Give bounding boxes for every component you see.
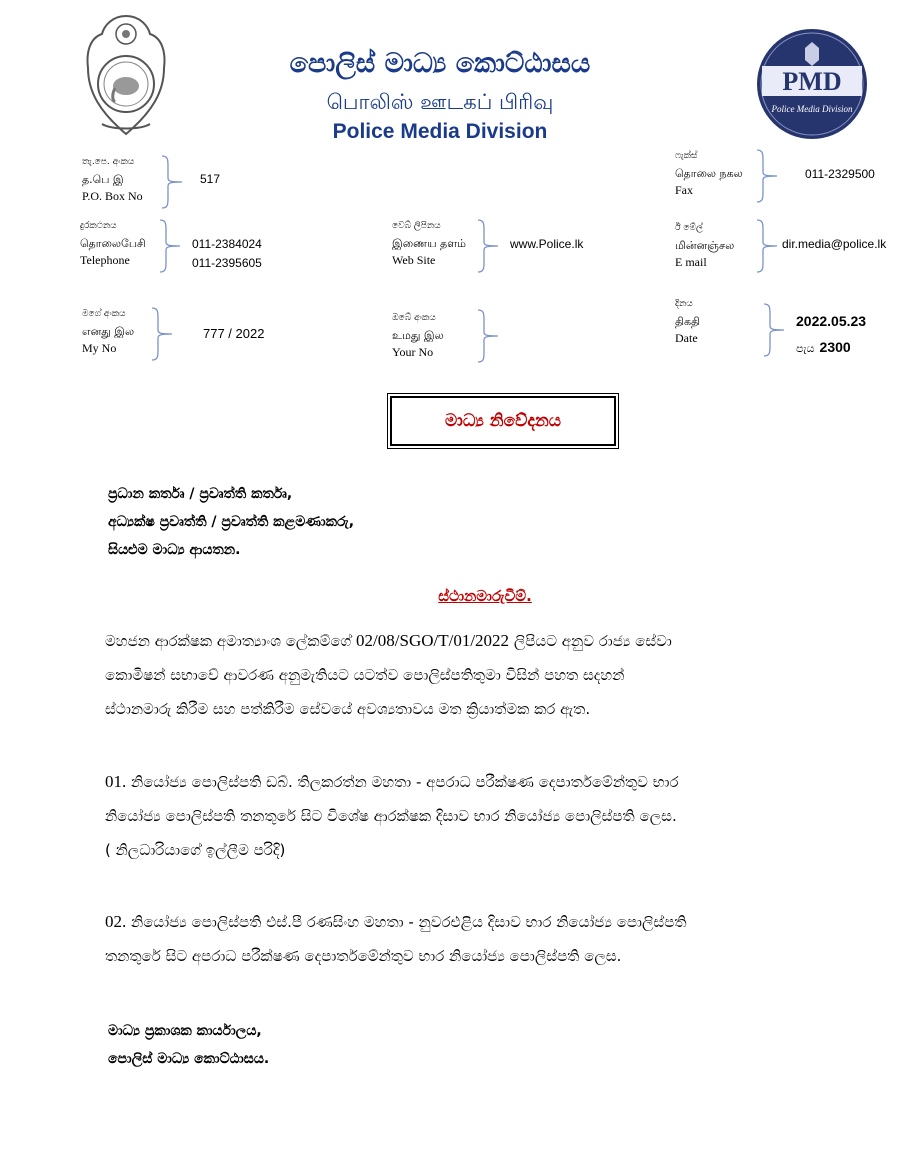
item-02 <box>105 905 877 973</box>
intro-line-1 <box>105 624 877 658</box>
telephone-label <box>80 218 146 269</box>
date-label <box>675 296 700 347</box>
fax-label-si: ෆැක්ස් <box>675 151 698 161</box>
telephone-label-en: Telephone <box>80 253 130 267</box>
item-01-number: 01. <box>105 772 127 791</box>
item-02-line-2: තනතුරේ සිට අපරාධ පරීක්ෂණ දෙපාර්තමේන්තුව භාර නියෝජ්‍ය පොලිස්පති ලෙස. <box>105 947 622 965</box>
time-value: 2300 <box>819 339 851 355</box>
time-block <box>796 337 851 356</box>
date-label-ta: திகதி <box>675 315 701 328</box>
addressee-line-2: අධ්‍යක්ෂ ප්‍රවෘත්ති / ප්‍රවෘත්ති කළමණාකරු, <box>108 514 355 530</box>
email-label-si: ඊ මේල් <box>675 223 703 233</box>
police-emblem-icon <box>82 12 170 138</box>
addressee-line-3: සියළුම මාධ්‍ය ආයතන. <box>108 542 241 558</box>
addressee-line-1: ප්‍රධාන කර්තෘ / ප්‍රවෘත්ති කර්තෘ, <box>108 486 293 502</box>
intro-line-1-b: ලිපියට අනුව රාජ්‍ය සේවා <box>509 632 672 650</box>
pmd-logo-subtext: Police Media Division <box>771 104 853 114</box>
fax-label-ta: தொலை நகல <box>675 167 743 180</box>
title-sinhala: පොලිස් මාධ්‍ය කොට්ඨාසය <box>289 48 591 79</box>
telephone-value-1: 011-2384024 <box>192 237 262 251</box>
time-label: පැය <box>796 342 815 355</box>
website-label-en: Web Site <box>392 253 436 267</box>
pmd-logo <box>756 28 868 140</box>
my-no-label-si: මගේ අංකය <box>82 309 126 319</box>
your-no-label-ta: உமது இல <box>392 329 444 342</box>
date-label-en: Date <box>675 331 698 345</box>
date-brace <box>762 302 788 358</box>
website-brace <box>476 218 502 274</box>
item-01-line-2: නියෝජ්‍ය පොලිස්පති තනතුරේ සිට විශේෂ ආරක්ෂක දිසාව භාර නියෝජ්‍ය පොලිස්පති ලෙස. <box>105 807 677 825</box>
date-value: 2022.05.23 <box>796 313 867 329</box>
item-01-line-1 <box>105 765 877 799</box>
website-value[interactable]: www.Police.lk <box>510 237 584 251</box>
intro-paragraph <box>105 624 877 726</box>
website-label-si: වෙබ් ලිපිනය <box>392 221 441 231</box>
your-no-label-en: Your No <box>392 345 434 359</box>
intro-reference: 02/08/SGO/T/01/2022 <box>356 631 510 650</box>
po-box-label-en: P.O. Box No <box>82 189 143 203</box>
intro-line-1-a: මහජන ආරක්ෂක අමාත්‍යාංශ ලේකම්ගේ <box>105 632 357 650</box>
po-box-brace <box>160 154 186 210</box>
my-no-label-ta: எனது இல <box>82 325 135 338</box>
telephone-label-si: දුරකථනය <box>80 221 117 231</box>
my-no-label <box>82 306 134 357</box>
date-label-si: දිනය <box>675 299 693 309</box>
email-value[interactable]: dir.media@police.lk <box>782 237 887 251</box>
item-02-text-1: නියෝජ්‍ය පොලිස්පති එස්.පී රණසිංහ මහතා - නුවරඑළිය දිසාව භාර නියෝජ්‍ය පොලිස්පති <box>126 913 687 931</box>
po-box-label-si: තැ.පෙ. අංකය <box>82 157 135 167</box>
item-02-line-1 <box>105 905 877 939</box>
fax-label <box>675 148 743 199</box>
pmd-logo-text: PMD <box>782 67 842 96</box>
telephone-label-ta: தொலைபேசி <box>80 237 146 250</box>
item-01-text-1: නියෝජ්‍ය පොලිස්පති ඩබ්. තිලකරත්න මහතා - අපරාධ පරීක්ෂණ දෙපාර්තමේන්තුව භාර <box>126 773 679 791</box>
subject-heading: ස්ථානමාරුවීම්. <box>438 587 532 605</box>
email-label-ta: மின்னஞ்சல <box>675 239 735 252</box>
your-no-label <box>392 310 444 361</box>
email-label-en: E mail <box>675 255 707 269</box>
my-no-brace <box>150 306 176 362</box>
website-label <box>392 218 466 269</box>
signature-block <box>108 1017 269 1073</box>
telephone-brace <box>158 218 184 274</box>
fax-value: 011-2329500 <box>805 167 875 181</box>
title-tamil: பொலிஸ் ஊடகப் பிரிவு <box>326 90 554 114</box>
your-no-brace <box>476 308 502 364</box>
item-01-line-3: ( නිලධාරියාගේ ඉල්ලීම පරිදි) <box>105 841 286 859</box>
po-box-value: 517 <box>200 172 221 186</box>
item-01 <box>105 765 877 867</box>
signature-line-1: මාධ්‍ය ප්‍රකාශක කාර්යාලය, <box>108 1023 262 1039</box>
addressee-block <box>108 480 354 564</box>
email-brace <box>755 218 781 274</box>
title-english: Police Media Division <box>332 120 548 143</box>
fax-label-en: Fax <box>675 183 693 197</box>
intro-line-2: කොමිෂන් සභාවේ ආවරණ අනුමැතියට යටත්ව පොලිස්පතිතුමා විසින් පහත සදහන් <box>105 666 625 684</box>
po-box-label <box>82 154 143 205</box>
fax-brace <box>755 148 781 204</box>
item-02-number: 02. <box>105 912 127 931</box>
signature-line-2: පොලිස් මාධ්‍ය කොට්ඨාසය. <box>108 1051 270 1067</box>
my-no-label-en: My No <box>82 341 117 355</box>
website-label-ta: இணைய தளம் <box>392 237 466 250</box>
intro-line-3: ස්ථානමාරු කිරීම සහ පත්කිරීම සේවයේ අවශ්‍යතාවය මත ක්‍රියාත්මක කර ඇත. <box>105 700 591 718</box>
your-no-label-si: ඔබේ අංකය <box>392 313 436 323</box>
email-label <box>675 220 734 271</box>
po-box-label-ta: த.பெ இ <box>82 173 124 186</box>
my-no-value: 777 / 2022 <box>203 326 265 341</box>
media-release-title: මාධ්‍ය නිවේදනය <box>390 396 616 446</box>
telephone-value-2: 011-2395605 <box>192 256 262 270</box>
